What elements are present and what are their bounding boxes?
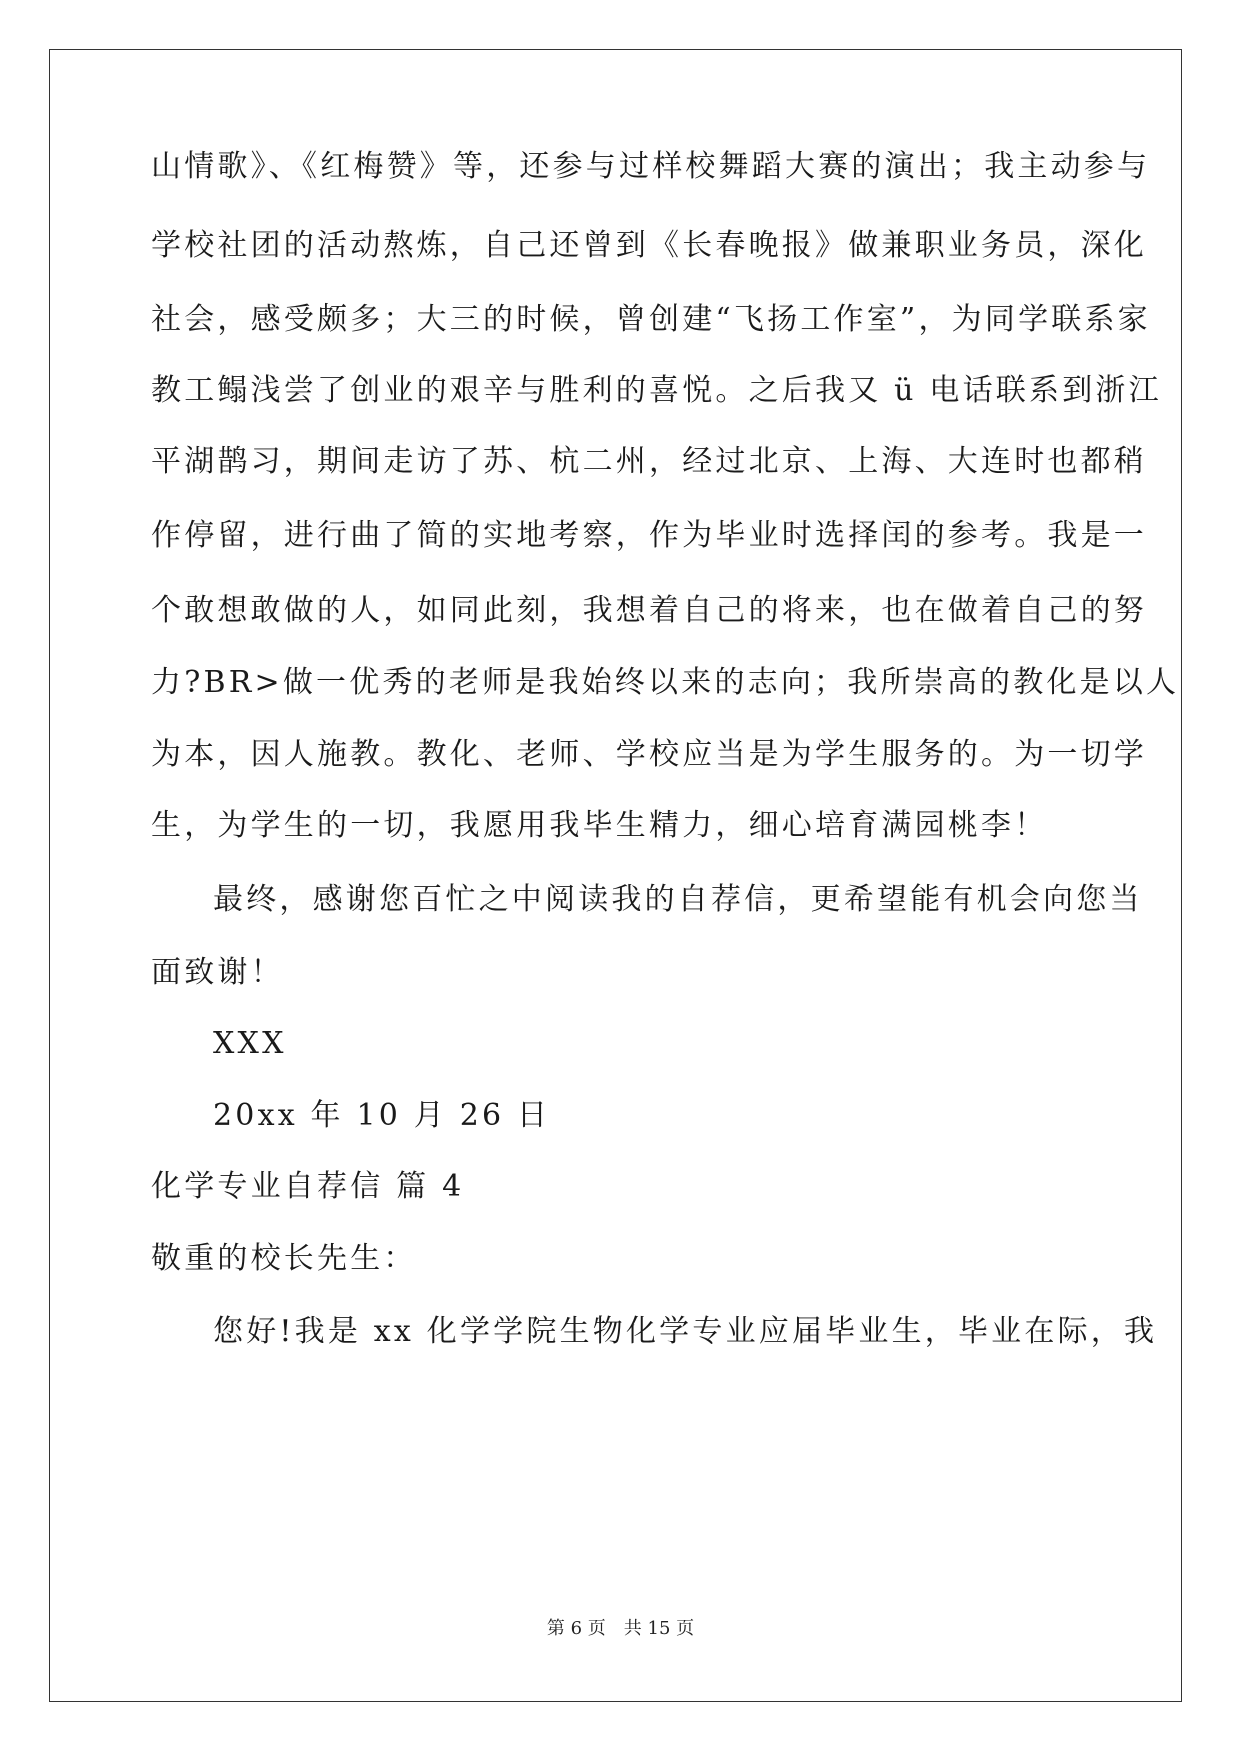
paragraph-line: 力?BR>做一优秀的老师是我始终以来的志向；我所崇高的教化是以人 bbox=[151, 665, 1180, 700]
section-heading: 化学专业自荐信 篇 4 bbox=[151, 1169, 465, 1204]
paragraph-line: 面致谢！ bbox=[151, 955, 284, 990]
page-border bbox=[49, 49, 1182, 1702]
signature-name: XXX bbox=[213, 1026, 287, 1061]
paragraph-line: 为本，因人施教。教化、老师、学校应当是为学生服务的。为一切学 bbox=[151, 737, 1147, 772]
paragraph-line: 平湖鹊习，期间走访了苏、杭二州，经过北京、上海、大连时也都稍 bbox=[151, 444, 1147, 479]
page-number: 第 6 页 bbox=[546, 1618, 606, 1639]
paragraph-line: 最终，感谢您百忙之中阅读我的自荐信，更希望能有机会向您当 bbox=[213, 882, 1143, 917]
paragraph-line: 山情歌》、《红梅赞》等，还参与过样校舞蹈大赛的演出；我主动参与 bbox=[151, 149, 1151, 184]
paragraph-line: 您好!我是 xx 化学学院生物化学专业应届毕业生，毕业在际，我 bbox=[213, 1314, 1158, 1349]
page-footer bbox=[0, 1617, 1241, 1641]
page-total: 共 15 页 bbox=[623, 1618, 695, 1639]
paragraph-line: 作停留，进行曲了简的实地考察，作为毕业时选择闰的参考。我是一 bbox=[151, 518, 1147, 553]
paragraph-line: 学校社团的活动熬炼，自己还曾到《长春晚报》做兼职业务员，深化 bbox=[151, 228, 1147, 263]
paragraph-line: 社会，感受颇多；大三的时候，曾创建“飞扬工作室”，为同学联系家 bbox=[151, 302, 1151, 337]
salutation: 敬重的校长先生： bbox=[151, 1241, 417, 1276]
signature-date: 20xx 年 10 月 26 日 bbox=[213, 1098, 551, 1133]
paragraph-line: 教工鳎浅尝了创业的艰辛与胜利的喜悦。之后我又 ü 电话联系到浙江 bbox=[151, 373, 1162, 408]
paragraph-line: 个敢想敢做的人，如同此刻，我想着自己的将来，也在做着自己的努 bbox=[151, 593, 1147, 628]
paragraph-line: 生，为学生的一切，我愿用我毕生精力，细心培育满园桃李！ bbox=[151, 808, 1048, 843]
